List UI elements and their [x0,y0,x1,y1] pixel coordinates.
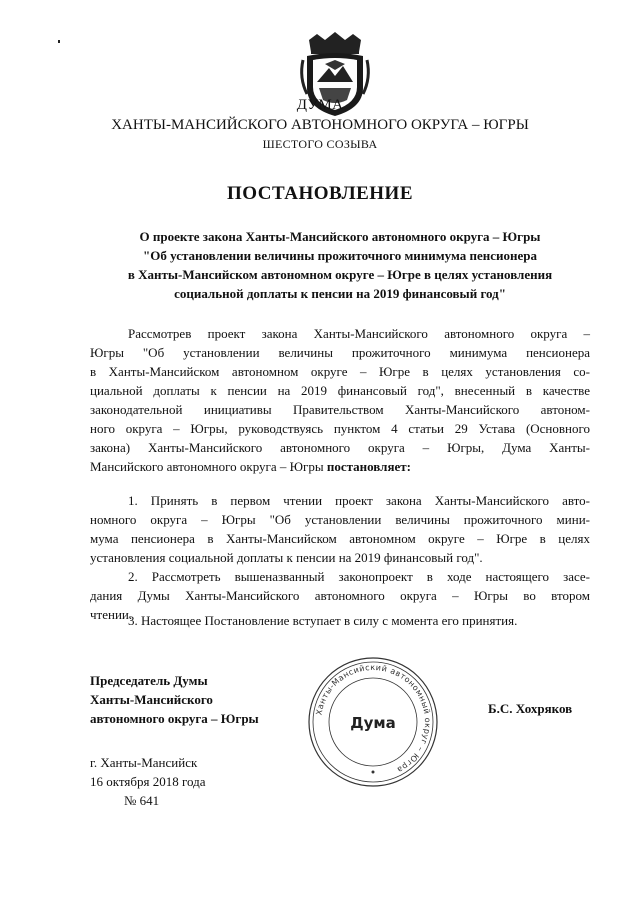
item-line: мума пенсионера в Ханты-Мансийском автономном округе – Югре в целях [90,531,590,546]
document-type-title: ПОСТАНОВЛЕНИЕ [226,183,414,204]
preamble-line: в Ханты-Мансийском автономном округе – Югре в целях установления со- [90,364,590,379]
item-line: 3. Настоящее Постановление вступает в силу с момента его принятия. [128,613,518,628]
place-and-date [90,753,206,810]
subject-line: социальной доплаты к пенсии на 2019 финансовый год" [174,286,506,301]
preamble-line: законодательной инициативы Правительством Ханты-Мансийского автоном- [90,402,590,417]
position-line: Ханты-Мансийского [90,692,213,707]
subject-line: "Об установлении величины прожиточного минимума пенсионера [143,248,537,263]
subject-line: О проекте закона Ханты-Мансийского автономного округа – Югры [139,229,541,244]
position-line: автономного округа – Югры [90,711,259,726]
item-line: чтении. [90,607,133,622]
preamble-last-text: Мансийского автономного округа – Югры [90,459,324,474]
stamp-ring-text: Ханты-Мансийский автономный округ – Югра [314,662,433,775]
preamble-line: циальной доплаты к пенсии на 2019 финансовый год", внесенный в качестве [90,383,590,398]
org-region: ХАНТЫ-МАНСИЙСКОГО АВТОНОМНОГО ОКРУГА – ЮГРЫ [111,117,529,133]
item-line: установления социальной доплаты к пенсии на 2019 финансовый год". [90,550,483,565]
date: 16 октября 2018 года [90,774,206,789]
position-line: Председатель Думы [90,673,208,688]
item-line: номного округа – Югры "Об установлении величины прожиточного мини- [90,512,590,527]
resolves-keyword: постановляет: [326,459,411,474]
preamble-line: закона) Ханты-Мансийского автономного округа – Югры, Дума Ханты- [90,440,590,455]
preamble-line: Югры "Об установлении величины прожиточного минимума пенсионера [90,345,590,360]
item-3 [90,611,590,630]
item-1 [90,491,590,567]
stamp-center-text: Дума [350,714,396,732]
city: г. Ханты-Мансийск [90,755,198,770]
document-subject [80,227,600,303]
preamble-paragraph [90,324,590,476]
preamble-line [90,457,590,476]
preamble-line: ного округа – Югры, руководствуясь пунктом 4 статьи 29 Устава (Основного [90,421,590,436]
scan-speck [58,40,60,43]
preamble-line: Рассмотрев проект закона Ханты-Мансийского автономного округа – [128,326,590,341]
item-line: 2. Рассмотреть вышеназванный законопроект в ходе настоящего засе- [128,569,590,584]
signatory-name: Б.С. Хохряков [488,701,573,716]
subject-line: в Ханты-Мансийском автономном округе – Югре в целях установления [127,267,553,282]
official-stamp [305,654,441,790]
item-line: 1. Принять в первом чтении проект закона Ханты-Мансийского авто- [128,493,590,508]
document-number: № 641 [124,793,160,808]
org-name: ДУМА [296,97,344,113]
signatory-position [90,671,259,728]
item-line: дания Думы Ханты-Мансийского автономного округа – Югры во втором [90,588,590,603]
convocation: ШЕСТОГО СОЗЫВА [262,137,378,151]
